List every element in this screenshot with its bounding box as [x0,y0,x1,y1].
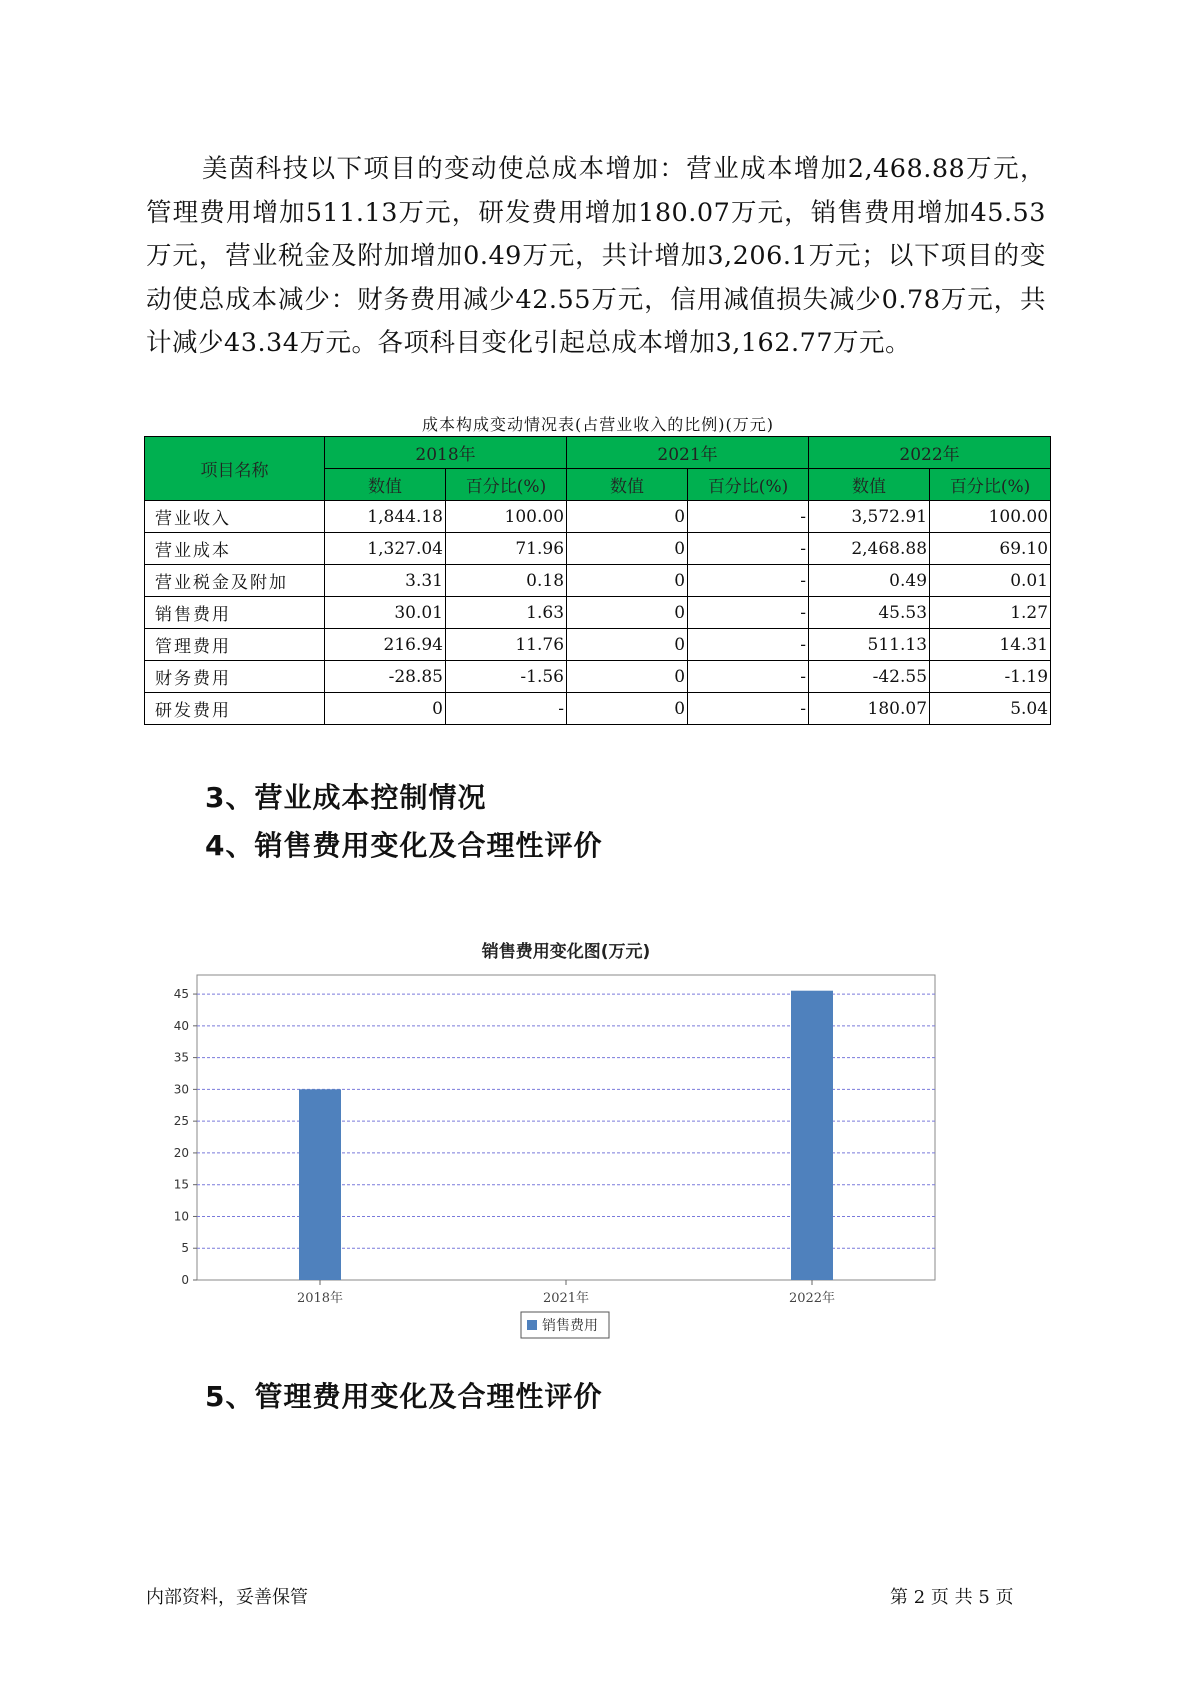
header-year-2018: 2018年 [325,437,567,469]
table-cell: 45.53 [809,597,930,629]
table-cell: - [446,693,567,725]
section-heading-4: 4、销售费用变化及合理性评价 [205,829,603,862]
table-cell: 0 [567,533,688,565]
row-name: 管理费用 [145,629,325,661]
chart-title: 销售费用变化图(万元) [481,942,651,962]
x-tick-label: 2022年 [788,1291,836,1306]
table-cell: 100.00 [930,501,1051,533]
table-cell: 0 [325,693,446,725]
table-cell: - [688,501,809,533]
table-cell: 1.27 [930,597,1051,629]
table-cell: 180.07 [809,693,930,725]
y-tick-label: 30 [173,1082,189,1097]
table-row [145,597,1051,629]
footer-confidential: 内部资料，妥善保管 [146,1587,308,1608]
table-cell: 3.31 [325,565,446,597]
table-cell: 69.10 [930,533,1051,565]
sales-expense-chart [165,890,1025,1350]
subheader-percent: 百分比(%) [688,469,809,501]
intro-paragraph: 美茵科技以下项目的变动使总成本增加：营业成本增加2,468.88万元，管理费用增加511.13万元，研发费用增加180.07万元，销售费用增加45.53万元，营业税金及附加增加0.49万元，共计增加3,206.1万元；以下项目的变动使总成本减少：财务费用减少42.55万元，信用减值损失减少0.78万元，共计减少43.34万元。各项科目变化引起总成本增加3,162.77万元。 [146,154,1046,358]
table-cell: - [688,661,809,693]
table-cell: 0.01 [930,565,1051,597]
y-tick-label: 25 [173,1114,189,1129]
y-tick-label: 15 [173,1177,189,1192]
table-cell: 1,844.18 [325,501,446,533]
row-name: 营业收入 [145,501,325,533]
table-cell: 11.76 [446,629,567,661]
table-row [145,629,1051,661]
x-tick-label: 2018年 [296,1291,344,1306]
row-name: 营业成本 [145,533,325,565]
table-cell: 71.96 [446,533,567,565]
table-cell: 14.31 [930,629,1051,661]
y-tick-label: 20 [173,1145,189,1160]
table-cell: 1,327.04 [325,533,446,565]
table-row [145,693,1051,725]
table-cell: 0 [567,597,688,629]
bar-2018年 [299,1089,341,1280]
table-cell: 511.13 [809,629,930,661]
y-tick-label: 10 [173,1209,189,1224]
table-cell: - [688,693,809,725]
table-cell: -1.19 [930,661,1051,693]
header-year-2022: 2022年 [809,437,1051,469]
row-name: 研发费用 [145,693,325,725]
table-cell: 5.04 [930,693,1051,725]
bar-2022年 [791,991,833,1280]
table-row [145,661,1051,693]
table-cell: 1.63 [446,597,567,629]
table-cell: 0 [567,501,688,533]
table-cell: 100.00 [446,501,567,533]
subheader-value: 数值 [567,469,688,501]
table-cell: -42.55 [809,661,930,693]
table-caption: 成本构成变动情况表(占营业收入的比例)(万元) [422,415,774,434]
y-tick-label: 35 [173,1050,189,1065]
footer-page-number: 第 2 页 共 5 页 [890,1587,1014,1608]
header-item-name: 项目名称 [145,437,325,501]
table-cell: 0 [567,693,688,725]
table-cell: - [688,565,809,597]
subheader-value: 数值 [325,469,446,501]
table-cell: 0.49 [809,565,930,597]
subheader-value: 数值 [809,469,930,501]
row-name: 营业税金及附加 [145,565,325,597]
table-cell: -1.56 [446,661,567,693]
table-cell: -28.85 [325,661,446,693]
table-cell: 0 [567,661,688,693]
x-tick-label: 2021年 [542,1291,590,1306]
table-cell: - [688,597,809,629]
y-tick-label: 45 [173,987,189,1002]
table-row [145,533,1051,565]
legend-swatch [527,1320,537,1330]
section-heading-3: 3、营业成本控制情况 [205,781,487,814]
y-tick-label: 0 [181,1273,189,1287]
table-cell: 3,572.91 [809,501,930,533]
row-name: 财务费用 [145,661,325,693]
y-tick-label: 40 [173,1018,189,1033]
table-row [145,565,1051,597]
table-row [145,501,1051,533]
subheader-percent: 百分比(%) [446,469,567,501]
table-cell: 0 [567,629,688,661]
table-body [145,501,1051,725]
section-heading-5: 5、管理费用变化及合理性评价 [205,1380,603,1413]
y-tick-label: 5 [181,1241,189,1256]
table-cell: 216.94 [325,629,446,661]
table-cell: 0.18 [446,565,567,597]
header-year-2021: 2021年 [567,437,809,469]
table-cell: - [688,533,809,565]
cost-structure-table [144,436,1051,725]
legend-label: 销售费用 [542,1318,598,1334]
table-cell: - [688,629,809,661]
table-cell: 0 [567,565,688,597]
subheader-percent: 百分比(%) [930,469,1051,501]
table-cell: 2,468.88 [809,533,930,565]
row-name: 销售费用 [145,597,325,629]
table-cell: 30.01 [325,597,446,629]
